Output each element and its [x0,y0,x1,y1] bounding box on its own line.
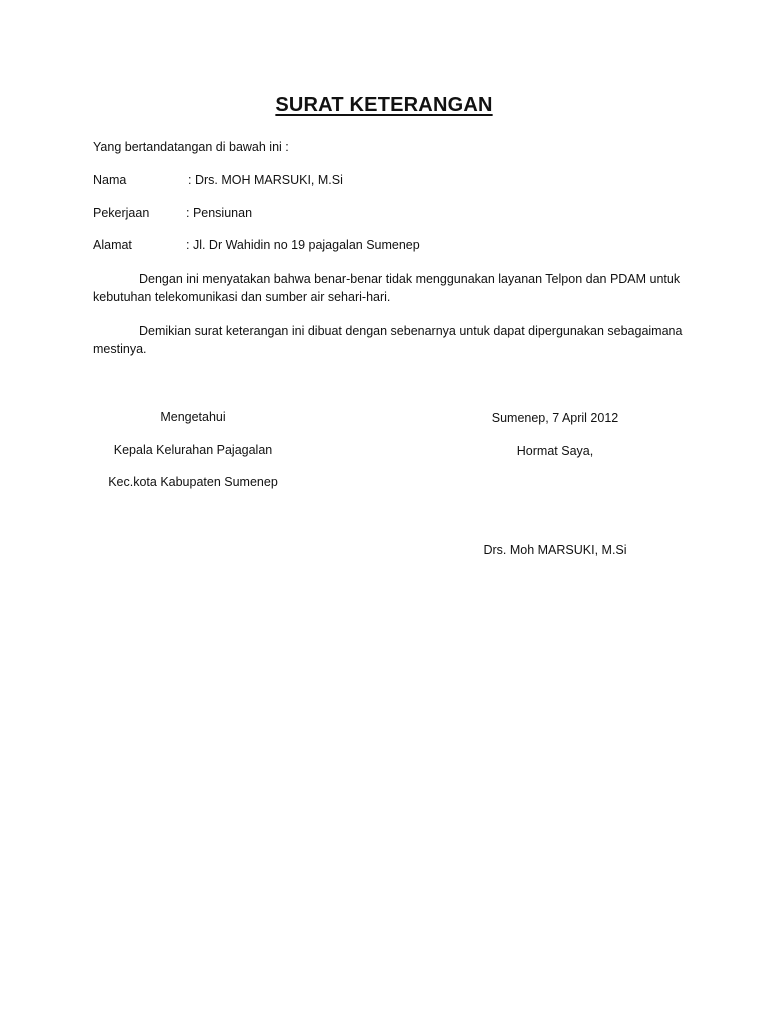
date-place: Sumenep, 7 April 2012 [491,411,619,425]
alamat-value: : Jl. Dr Wahidin no 19 pajagalan Sumenep [186,238,420,252]
document-title: SURAT KETERANGAN [275,94,493,116]
kepala-kelurahan-label: Kepala Kelurahan Pajagalan [113,443,273,457]
nama-value: : Drs. MOH MARSUKI, M.Si [188,173,343,187]
signatory-name: Drs. Moh MARSUKI, M.Si [483,543,627,557]
salutation: Hormat Saya, [516,444,594,458]
nama-label: Nama [93,173,127,187]
pekerjaan-label: Pekerjaan [93,206,150,220]
mengetahui-label: Mengetahui [160,410,226,424]
pekerjaan-value: : Pensiunan [186,206,253,220]
intro-text: Yang bertandatangan di bawah ini : [93,140,289,154]
statement-text: Dengan ini menyatakan bahwa benar-benar tidak menggunakan layanan Telpon dan PDAM untuk kebutuhan telekomunikasi dan sumber air sehari-hari. [93,272,681,304]
kecamatan-label: Kec.kota Kabupaten Sumenep [108,475,278,489]
alamat-label: Alamat [93,238,132,252]
closing-paragraph [93,322,683,358]
statement-paragraph [93,270,683,306]
closing-text: Demikian surat keterangan ini dibuat dengan sebenarnya untuk dapat dipergunakan sebagaimana mestinya. [93,324,683,356]
